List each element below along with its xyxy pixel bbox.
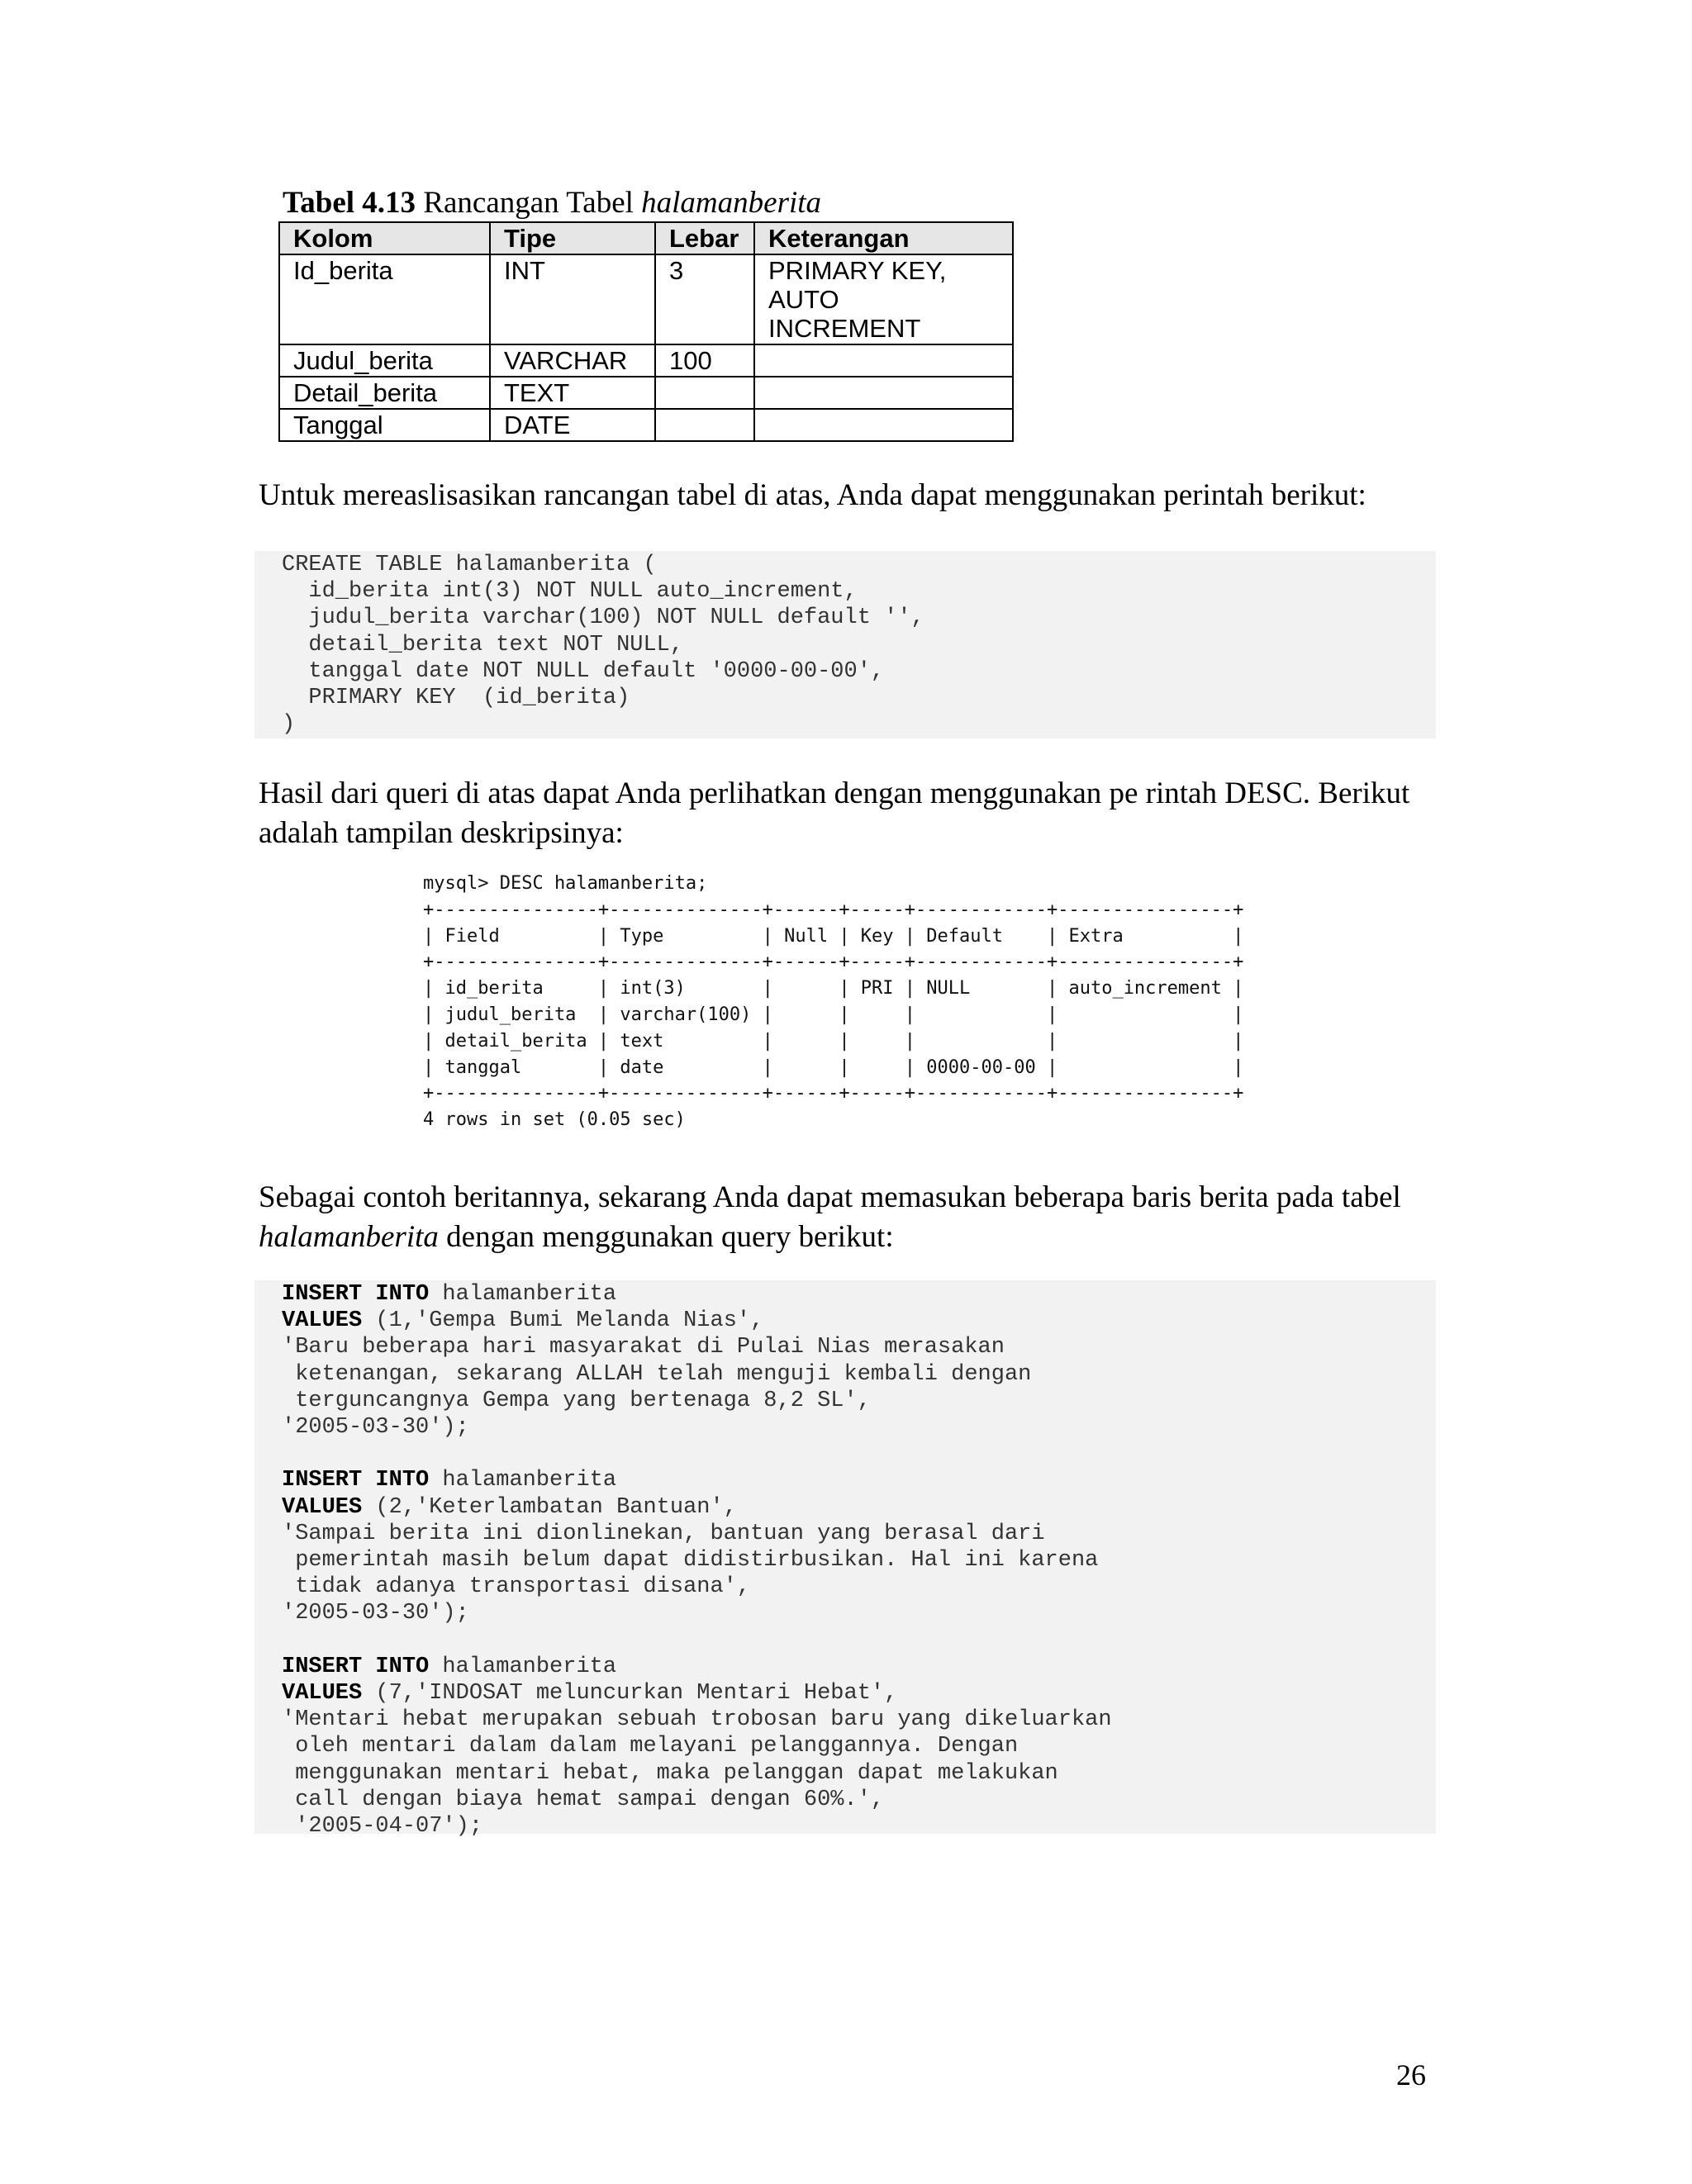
code-line: CREATE TABLE halamanberita ( <box>282 553 657 577</box>
code-text: halamanberita <box>429 1468 617 1493</box>
code-text: 'Sampai berita ini dionlinekan, bantuan yang berasal dari pemerintah masih belum dapat didistirbusikan. Hal ini karena tidak adanya transportasi disana', '2005-03-30'); <box>282 1521 1099 1626</box>
create-table-code <box>254 551 1436 738</box>
code-text: 'Baru beberapa hari masyarakat di Pulai Nias merasakan ketenangan, sekarang ALLAH telah menguji kembali dengan terguncangnya Gempa yang bertenaga 8,2 SL', '2005-03-30'); <box>282 1335 1032 1441</box>
table-row <box>279 254 1013 344</box>
paragraph-text: Sebagai contoh beritannya, sekarang Anda dapat memasukan beberapa baris berita pada tabel <box>259 1180 1401 1214</box>
terminal-line: +---------------+--------------+------+-----+------------+----------------+ <box>423 952 1244 973</box>
caption-label: Tabel 4.13 <box>283 186 416 220</box>
column-header-lebar: Lebar <box>655 222 754 254</box>
code-line: detail_berita text NOT NULL, <box>282 632 684 658</box>
terminal-line: | Field | Type | Null | Key | Default | Extra | <box>423 925 1244 947</box>
column-header-keterangan: Keterangan <box>754 222 1013 254</box>
code-text: (2,'Keterlambatan Bantuan', <box>362 1494 737 1520</box>
paragraph-insert-intro <box>259 1178 1440 1257</box>
code-text: (7,'INDOSAT meluncurkan Mentari Hebat', <box>362 1681 898 1707</box>
code-line: tanggal date NOT NULL default '0000-00-00', <box>282 658 885 684</box>
code-line: judul_berita varchar(100) NOT NULL default '', <box>282 605 924 631</box>
code-line: ) <box>282 712 296 738</box>
table-row <box>279 377 1013 409</box>
cell-keterangan <box>754 409 1013 441</box>
caption-text: Rancangan Tabel <box>423 186 634 220</box>
code-line: id_berita int(3) NOT NULL auto_increment, <box>282 579 858 605</box>
desc-terminal-output <box>423 871 1243 1133</box>
sql-keyword: INSERT INTO <box>282 1468 430 1493</box>
caption-table-name: halamanberita <box>641 186 822 220</box>
sql-keyword: VALUES <box>282 1308 363 1334</box>
terminal-line: 4 rows in set (0.05 sec) <box>423 1109 686 1131</box>
paragraph-table-name: halamanberita <box>259 1220 439 1254</box>
paragraph-intro: Untuk mereaslisasikan rancangan tabel di atas, Anda dapat menggunakan perintah berikut: <box>259 478 1366 512</box>
cell-tipe: VARCHAR <box>490 344 655 377</box>
cell-tipe: TEXT <box>490 377 655 409</box>
cell-kolom: Detail_berita <box>279 377 490 409</box>
cell-tipe: DATE <box>490 409 655 441</box>
cell-keterangan <box>754 377 1013 409</box>
column-header-tipe: Tipe <box>490 222 655 254</box>
create-table-code-block <box>254 551 1436 738</box>
paragraph-desc-intro: Hasil dari queri di atas dapat Anda perlihatkan dengan menggunakan pe rintah DESC. Berikut adalah tampilan deskripsinya: <box>259 776 1410 850</box>
terminal-line: +---------------+--------------+------+-----+------------+----------------+ <box>423 899 1244 920</box>
insert-code-block <box>254 1280 1436 1840</box>
cell-lebar: 3 <box>655 254 754 344</box>
table-row <box>279 344 1013 377</box>
cell-keterangan: PRIMARY KEY, AUTO INCREMENT <box>754 254 1013 344</box>
cell-kolom: Id_berita <box>279 254 490 344</box>
terminal-line: mysql> DESC halamanberita; <box>423 873 708 894</box>
sql-keyword: VALUES <box>282 1494 363 1520</box>
insert-code <box>254 1280 1436 1840</box>
terminal-line: | id_berita | int(3) | | PRI | NULL | auto_increment | <box>423 978 1244 999</box>
cell-kolom: Judul_berita <box>279 344 490 377</box>
column-header-kolom: Kolom <box>279 222 490 254</box>
paragraph-text: dengan menggunakan query berikut: <box>446 1220 894 1254</box>
table-header-row <box>279 222 1013 254</box>
cell-lebar <box>655 409 754 441</box>
code-text: (1,'Gempa Bumi Melanda Nias', <box>362 1308 764 1334</box>
code-text: halamanberita <box>429 1654 617 1679</box>
sql-keyword: VALUES <box>282 1681 363 1707</box>
sql-keyword: INSERT INTO <box>282 1654 430 1679</box>
cell-tipe: INT <box>490 254 655 344</box>
terminal-line: +---------------+--------------+------+-----+------------+----------------+ <box>423 1083 1244 1104</box>
cell-lebar: 100 <box>655 344 754 377</box>
code-text: 'Mentari hebat merupakan sebuah trobosan baru yang dikeluarkan oleh mentari dalam dalam melayani pelanggannya. Dengan menggunakan mentari hebat, maka pelanggan dapat melakukan call dengan biaya hemat sampai dengan 60%.', '2005-04-07'); <box>282 1707 1112 1840</box>
cell-keterangan <box>754 344 1013 377</box>
table-row <box>279 409 1013 441</box>
cell-lebar <box>655 377 754 409</box>
code-line: PRIMARY KEY (id_berita) <box>282 686 630 711</box>
table-caption <box>283 183 821 223</box>
sql-keyword: INSERT INTO <box>282 1282 430 1307</box>
terminal-line: | detail_berita | text | | | | | <box>423 1030 1244 1052</box>
terminal-line: | tanggal | date | | | 0000-00-00 | | <box>423 1056 1244 1078</box>
cell-kolom: Tanggal <box>279 409 490 441</box>
table-design-spec <box>278 221 1014 442</box>
page-number: 26 <box>1396 2058 1426 2091</box>
code-text: halamanberita <box>429 1282 617 1307</box>
terminal-line: | judul_berita | varchar(100) | | | | | <box>423 1004 1244 1025</box>
